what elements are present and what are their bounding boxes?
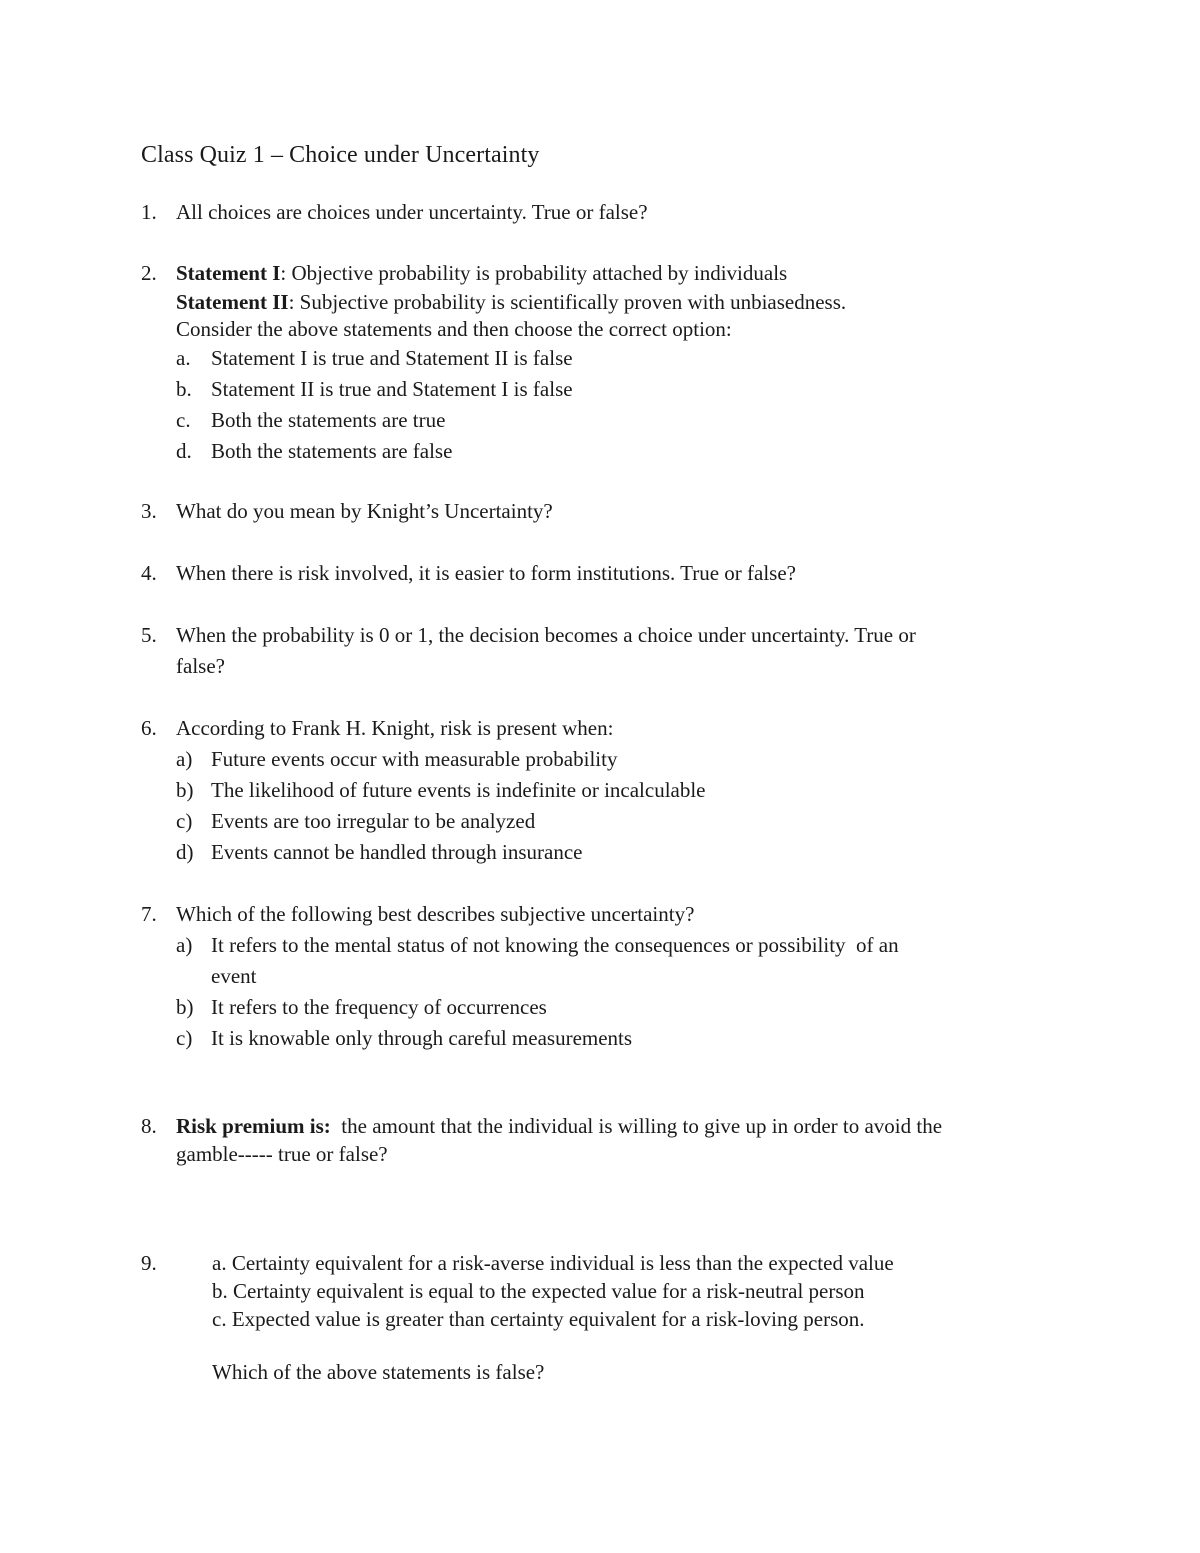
question-number: 8.: [141, 1114, 157, 1138]
term-definition: the amount that the individual is willing to give up in order to avoid the: [330, 1114, 943, 1138]
option-text: Statement II is true and Statement I is false: [211, 377, 573, 401]
option-text: Events cannot be handled through insurance: [211, 840, 583, 864]
question-2: [141, 258, 1061, 467]
statement-2-label: Statement II: [176, 290, 289, 314]
question-text-line-1: [176, 1112, 1061, 1140]
question-prompt: Which of the above statements is false?: [212, 1360, 545, 1384]
option-c: [141, 1023, 1061, 1054]
question-text-line-1: When the probability is 0 or 1, the decision becomes a choice under uncertainty. True or: [176, 623, 916, 647]
statement-b: b. Certainty equivalent is equal to the expected value for a risk-neutral person: [212, 1279, 865, 1303]
question-number: 7.: [141, 902, 157, 926]
statement-2: [176, 289, 1061, 316]
option-letter: b.: [176, 377, 192, 401]
question-text: According to Frank H. Knight, risk is present when:: [176, 716, 614, 740]
option-letter: d): [176, 840, 194, 864]
option-c: [141, 806, 1061, 837]
option-d: [141, 436, 1061, 467]
question-9: [141, 1249, 1061, 1386]
option-a: [141, 930, 1061, 992]
statement-1: [176, 258, 1061, 289]
question-number: 1.: [141, 200, 157, 224]
option-letter: a.: [176, 346, 191, 370]
option-a: [141, 744, 1061, 775]
question-text-line-2: gamble----- true or false?: [176, 1142, 388, 1166]
option-d: [141, 837, 1061, 868]
question-text: What do you mean by Knight’s Uncertainty?: [176, 499, 553, 523]
statement-1-text: : Objective probability is probability attached by individuals: [280, 261, 788, 285]
option-b: [141, 374, 1061, 405]
question-7: [141, 899, 1061, 1054]
option-text: Statement I is true and Statement II is false: [211, 346, 573, 370]
statement-1-label: Statement I: [176, 261, 281, 285]
question-prompt: Consider the above statements and then choose the correct option:: [176, 317, 732, 341]
term-label: Risk premium is:: [176, 1114, 331, 1138]
question-text: All choices are choices under uncertainty. True or false?: [176, 200, 648, 224]
option-text: It refers to the frequency of occurrences: [211, 995, 547, 1019]
quiz-title: Class Quiz 1 – Choice under Uncertainty: [141, 142, 540, 168]
option-letter: b): [176, 778, 194, 802]
option-c: [141, 405, 1061, 436]
question-number: 3.: [141, 499, 157, 523]
statement-c: c. Expected value is greater than certainty equivalent for a risk-loving person.: [212, 1307, 865, 1331]
option-text-line-2: event: [211, 964, 257, 988]
option-b: [141, 775, 1061, 806]
option-letter: b): [176, 995, 194, 1019]
question-text-line-2: false?: [176, 654, 225, 678]
option-letter: c): [176, 809, 193, 833]
option-letter: c): [176, 1026, 193, 1050]
question-3: [141, 496, 1061, 527]
option-b: [141, 992, 1061, 1023]
option-letter: a): [176, 933, 193, 957]
question-5: [141, 620, 1061, 682]
question-number: 9.: [141, 1251, 157, 1275]
option-letter: a): [176, 747, 193, 771]
question-text: Which of the following best describes subjective uncertainty?: [176, 902, 695, 926]
option-text: Events are too irregular to be analyzed: [211, 809, 536, 833]
statement-2-text: : Subjective probability is scientifically proven with unbiasedness.: [288, 290, 847, 314]
option-text: The likelihood of future events is indefinite or incalculable: [211, 778, 706, 802]
question-text: When there is risk involved, it is easier to form institutions. True or false?: [176, 561, 796, 585]
question-1: [141, 197, 1061, 228]
option-text: Both the statements are false: [211, 439, 453, 463]
question-8: [141, 1112, 1061, 1168]
question-number: 2.: [141, 261, 157, 285]
question-4: [141, 558, 1061, 589]
option-letter: d.: [176, 439, 192, 463]
question-number: 4.: [141, 561, 157, 585]
option-a: [141, 343, 1061, 374]
option-text: It is knowable only through careful measurements: [211, 1026, 633, 1050]
option-text: Future events occur with measurable probability: [211, 747, 618, 771]
option-text: Both the statements are true: [211, 408, 446, 432]
option-text-line-1: It refers to the mental status of not knowing the consequences or possibility of an: [211, 933, 899, 957]
statement-a: a. Certainty equivalent for a risk-averse individual is less than the expected value: [212, 1251, 894, 1275]
option-letter: c.: [176, 408, 191, 432]
question-number: 6.: [141, 716, 157, 740]
question-6: [141, 713, 1061, 868]
question-number: 5.: [141, 623, 157, 647]
